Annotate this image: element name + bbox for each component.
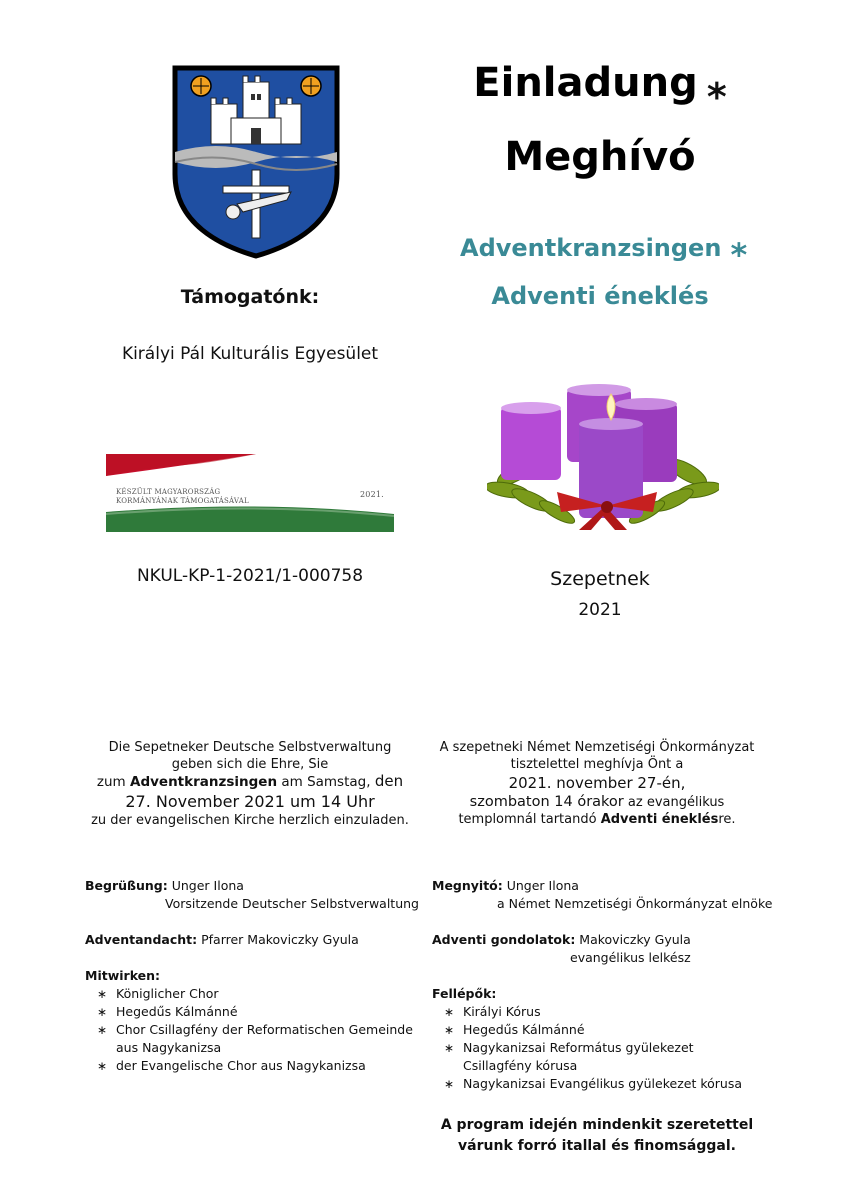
event-name-hu: Adventi éneklés [600,812,719,827]
banner-line-2: KORMÁNYÁNAK TÁMOGATÁSÁVAL [116,497,249,505]
list-item: ∗ der Evangelische Chor aus Nagykanizsa [97,1058,366,1073]
closing-line: várunk forró itallal és finomsággal. [458,1138,736,1154]
performers-heading-de: Mitwirken: [85,968,161,983]
performers-list-hu [432,1003,762,1093]
advent-wreath-image [487,380,719,532]
subtitle-german: Adventkranzsingen [460,234,722,262]
bullet-asterisk-icon: ∗ [97,1005,108,1019]
invitation-german [85,739,415,829]
invitation-hu-line: A szepetneki Német Nemzetiségi Önkormányzat [439,740,755,755]
invitation-title [470,60,730,119]
government-support-banner [106,454,394,532]
program-thoughts-role-hu: evangélikus lelkész [570,950,691,965]
invitation-hu-line: templomnál tartandó Adventi éneklésre. [458,812,736,827]
invitation-de-line: zu der evangelischen Kirche herzlich einzuladen. [91,813,409,828]
bullet-asterisk-icon: ∗ [444,1077,455,1091]
invitation-hu-line: szombaton 14 órakor az evangélikus [469,794,725,810]
list-item: ∗ Nagykanizsai Evangélikus gyülekezet kórusa [444,1076,743,1091]
bullet-asterisk-icon: ∗ [444,1023,455,1037]
title-german: Einladung [473,60,698,106]
banner-year: 2021. [360,490,384,499]
grant-code: NKUL-KP-1-2021/1-000758 [136,566,364,586]
bullet-asterisk-icon: ∗ [97,987,108,1001]
supporters-heading: Támogatónk: [180,286,320,308]
invitation-de-line: Die Sepetneker Deutsche Selbstverwaltung [108,740,392,755]
subtitle-hungarian: Adventi éneklés [491,282,709,310]
performers-list-de [85,985,425,1075]
banner-line-1: KÉSZÜLT MAGYARORSZÁG [116,488,221,496]
program-greeting-de: Begrüßung: Unger Ilona [85,878,244,893]
invitation-hu-line: tisztelettel meghívja Önt a [510,757,684,772]
event-date-hu: 2021. november 27-én, [508,774,686,792]
list-item: ∗ Königlicher Chor [97,986,219,1001]
bullet-asterisk-icon: ∗ [444,1041,455,1055]
invitation-de-line: zum Adventkranzsingen am Samstag, den [96,772,404,790]
closing-line: A program idején mindenkit szeretettel [440,1117,754,1133]
asterisk-icon: * [730,236,748,274]
event-year: 2021 [578,600,622,620]
list-item: ∗ Hegedűs Kálmánné [97,1004,238,1019]
supporter-name: Királyi Pál Kulturális Egyesület [121,344,379,364]
invitation-hungarian [432,739,762,828]
event-date-de: 27. November 2021 um 14 Uhr [125,792,375,811]
subtitle-german-row [460,226,750,274]
list-item: ∗ Királyi Kórus [444,1004,541,1019]
list-item: ∗ Nagykanizsai Református gyülekezet Csillagfény kórusa [444,1040,694,1073]
program-thoughts-hu: Adventi gondolatok: Makoviczky Gyula [432,932,691,947]
program-devotion-de: Adventandacht: Pfarrer Makoviczky Gyula [85,932,359,947]
bullet-asterisk-icon: ∗ [97,1059,108,1073]
coat-of-arms-logo [171,64,341,260]
closing-message [432,1115,762,1157]
program-opener-hu: Megnyitó: Unger Ilona [432,878,579,893]
event-name-de: Adventkranzsingen [130,774,278,790]
invitation-de-line: geben sich die Ehre, Sie [171,757,329,772]
list-item: ∗ Chor Csillagfény der Reformatischen Gemeinde aus Nagykanizsa [97,1022,413,1055]
program-opener-role-hu: a Német Nemzetiségi Önkormányzat elnöke [497,896,773,911]
title-hungarian: Meghívó [504,134,696,180]
list-item: ∗ Hegedűs Kálmánné [444,1022,585,1037]
event-place: Szepetnek [550,568,650,590]
bullet-asterisk-icon: ∗ [444,1005,455,1019]
performers-heading-hu: Fellépők: [432,986,497,1001]
bullet-asterisk-icon: ∗ [97,1023,108,1037]
program-greeting-role-de: Vorsitzende Deutscher Selbstverwaltung [165,896,419,911]
asterisk-icon: * [706,75,727,119]
